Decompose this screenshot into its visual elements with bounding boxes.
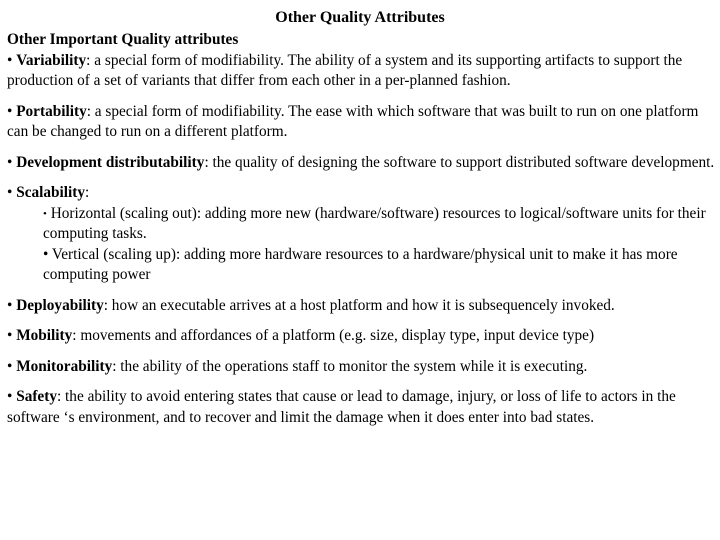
bullet: • [7, 296, 13, 314]
sub-item-horizontal-text: Horizontal (scaling out): adding more new (hardware/software) resources to logical/software units for their computing tasks. [43, 204, 706, 242]
bullet: • [7, 388, 13, 405]
list-item-variability [7, 51, 715, 92]
sub-bullet: • [43, 245, 49, 263]
bullet: • [7, 51, 13, 69]
term-scalability: Scalability [16, 184, 86, 201]
term-safety: Safety [16, 388, 57, 405]
definition-deployability: : how an executable arrives at a host platform and how it is subsequencely invoked. [103, 296, 615, 314]
sub-bullet: • [43, 207, 47, 220]
bullet: • [7, 102, 13, 120]
bullet: • [7, 327, 13, 344]
list-item-development-distributability [7, 153, 715, 174]
definition-variability: : a special form of modifiability. The ability of a system and its supporting artifacts to support the production of a set of variants that differ from each other in a per-planned fashion. [7, 51, 683, 89]
term-development-distributability: Development distributability [16, 153, 205, 171]
term-monitorability: Monitorability [16, 357, 113, 375]
list-item-monitorability [7, 357, 715, 378]
list-item-deployability [7, 296, 715, 317]
slide-content [7, 30, 715, 428]
list-item-safety [7, 387, 715, 428]
definition-mobility: : movements and affordances of a platform (e.g. size, display type, input device type) [72, 327, 595, 344]
definition-portability: : a special form of modifiability. The ease with which software that was built to run on one platform can be changed to run on a different platform. [7, 102, 699, 140]
bullet: • [7, 357, 13, 375]
bullet: • [7, 153, 13, 171]
term-variability: Variability [16, 51, 87, 69]
term-deployability: Deployability [16, 296, 104, 314]
definition-scalability: : [85, 184, 90, 201]
sub-item-vertical-text: Vertical (scaling up): adding more hardware resources to a hardware/physical unit to make it has more computing power [43, 245, 678, 283]
definition-monitorability: : the ability of the operations staff to monitor the system while it is executing. [112, 357, 588, 375]
slide-title: Other Quality Attributes [275, 9, 445, 26]
term-mobility: Mobility [16, 327, 73, 344]
bullet: • [7, 184, 13, 201]
term-portability: Portability [16, 102, 87, 120]
list-item-mobility [7, 326, 715, 347]
sub-item-horizontal [43, 204, 715, 245]
list-item-scalability [7, 183, 715, 204]
definition-development-distributability: : the quality of designing the software to support distributed software development. [204, 153, 715, 171]
section-heading: Other Important Quality attributes [7, 31, 239, 48]
definition-safety: : the ability to avoid entering states that cause or lead to damage, injury, or loss of life to actors in the software ‘s environment, and to recover and limit the damage when it does enter into bad states. [7, 388, 676, 426]
sub-item-vertical [43, 245, 715, 286]
list-item-portability [7, 102, 715, 143]
